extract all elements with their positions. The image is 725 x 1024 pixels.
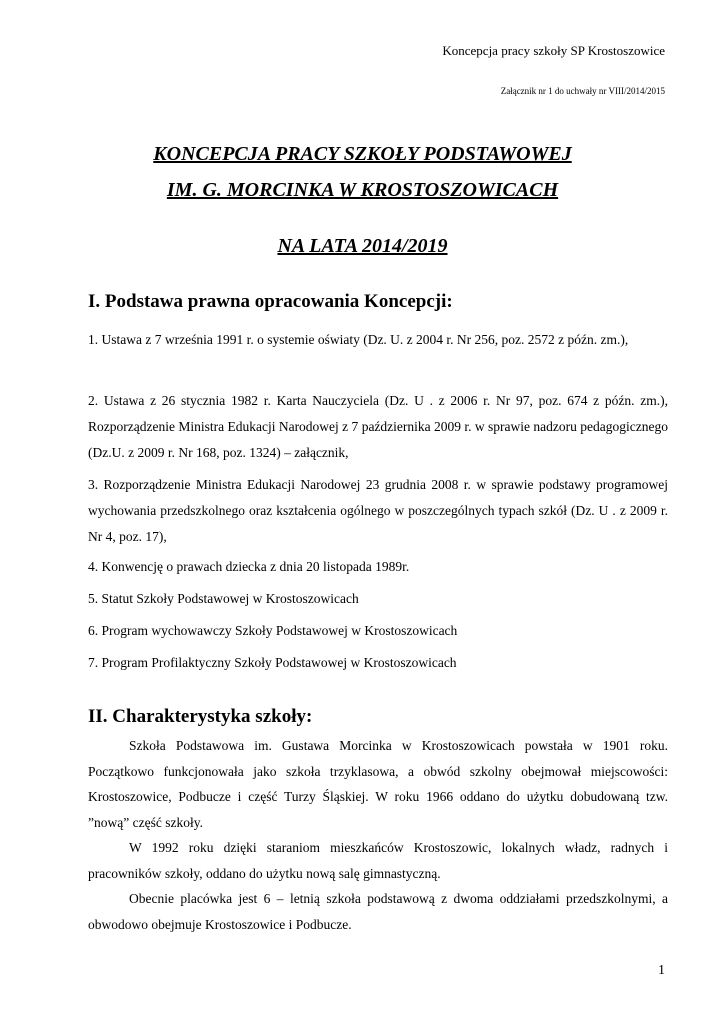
legal-basis-item: 4. Konwencję o prawach dziecka z dnia 20 listopada 1989r. [88,559,410,574]
document-title-line-3: NA LATA 2014/2019 [277,235,448,257]
school-profile-paragraph: Obecnie placówka jest 6 – letnią szkoła podstawową z dwoma oddziałami przedszkolnymi, a obwodowo obejmuje Krostoszowice i Podbucze. [88,891,668,932]
legal-basis-item: 1. Ustawa z 7 września 1991 r. o systemie oświaty (Dz. U. z 2004 r. Nr 256, poz. 2572 z późn. zm.), [88,332,629,347]
legal-basis-item: 6. Program wychowawczy Szkoły Podstawowej w Krostoszowicach [88,623,458,638]
running-header: Koncepcja pracy szkoły SP Krostoszowice [442,43,665,58]
legal-basis-item: 5. Statut Szkoły Podstawowej w Krostoszowicach [88,591,359,606]
page-number: 1 [658,963,665,978]
legal-basis-item: 3. Rozporządzenie Ministra Edukacji Narodowej 23 grudnia 2008 r. w sprawie podstawy programowej wychowania przedszkolnego oraz kształcenia ogólnego w poszczególnych typach szkół (Dz. U . z 2009 r. Nr 4, poz. 17), [88,477,668,544]
annex-note: Załącznik nr 1 do uchwały nr VIII/2014/2015 [500,86,665,96]
section-heading-legal-basis: I. Podstawa prawna opracowania Koncepcji: [88,291,453,312]
document-title-line-1: KONCEPCJA PRACY SZKOŁY PODSTAWOWEJ [153,143,572,165]
section-heading-school-profile: II. Charakterystyka szkoły: [88,706,313,727]
document-title-line-2: IM. G. MORCINKA W KROSTOSZOWICACH [166,179,559,201]
school-profile-paragraph: Szkoła Podstawowa im. Gustawa Morcinka w Krostoszowicach powstała w 1901 roku. Początkowo funkcjonowała jako szkoła trzyklasowa, a obwód szkolny obejmował miejscowości: Krostoszowice, Podbucze i część Turzy Śląskiej. W roku 1966 oddano do użytku dobudowaną tzw. ”nową” część szkoły. [88,738,668,830]
legal-basis-item: 7. Program Profilaktyczny Szkoły Podstawowej w Krostoszowicach [88,655,457,670]
school-profile-paragraph: W 1992 roku dzięki staraniom mieszkańców Krostoszowic, lokalnych władz, radnych i pracowników szkoły, oddano do użytku nową salę gimnastyczną. [88,840,668,881]
legal-basis-item: 2. Ustawa z 26 stycznia 1982 r. Karta Nauczyciela (Dz. U . z 2006 r. Nr 97, poz. 674 z późn. zm.), Rozporządzenie Ministra Edukacji Narodowej z 7 października 2009 r. w sprawie nadzoru pedagogicznego (Dz.U. z 2009 r. Nr 168, poz. 1324) – załącznik, [88,393,668,460]
